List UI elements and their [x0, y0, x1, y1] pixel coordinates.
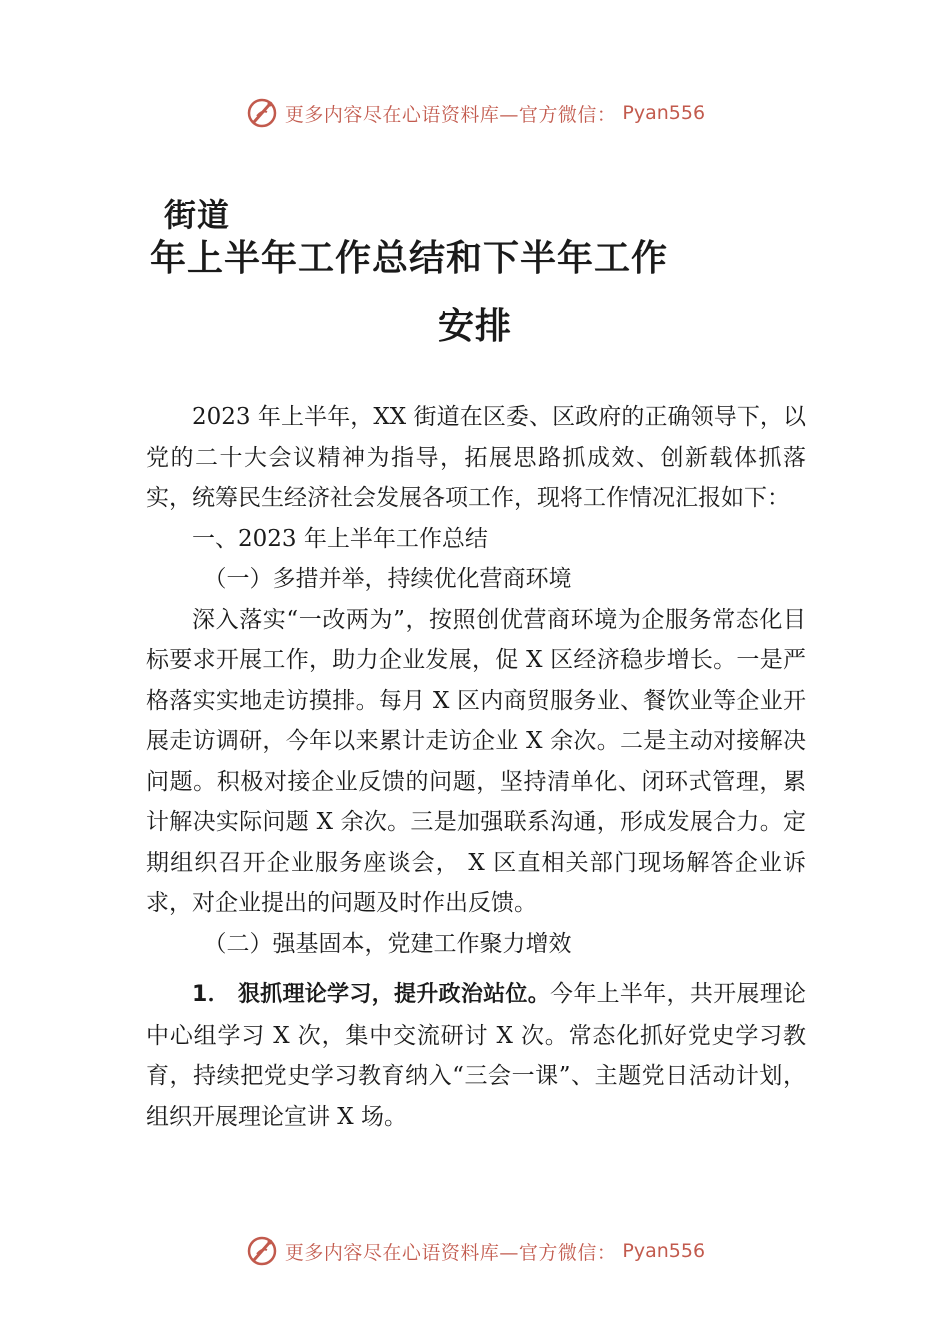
brush-logo-icon	[245, 1234, 279, 1268]
watermark-text: 更多内容尽在心语资料库—官方微信：	[284, 1241, 617, 1264]
subsection-heading-2: （二）强基固本，党建工作聚力增效	[203, 930, 572, 957]
footer-watermark	[0, 1234, 950, 1268]
document-body	[146, 397, 806, 1137]
theory-study-paragraph	[146, 974, 806, 1137]
business-environment-paragraph: 深入落实“一改两为”，按照创优营商环境为企服务常态化目标要求开展工作，助力企业发展，促 X 区经济稳步增长。一是严格落实实地走访摸排。每月 X 区内商贸服务业、餐饮业等企业开展走访调研，今年以来累计走访企业 X 余次。二是主动对接解决问题。积极对接企业反馈的问题，坚持清单化、闭环式管理，累计解决实际问题 X 余次。三是加强联系沟通，形成发展合力。定期组织召开企业服务座谈会， X 区直相关部门现场解答企业诉求，对企业提出的问题及时作出反馈。	[146, 606, 806, 916]
document-title-line3: 安排	[437, 305, 512, 347]
watermark-wechat-id: Pyan556	[622, 102, 706, 124]
intro-paragraph: 2023 年上半年，XX 街道在区委、区政府的正确领导下，以党的二十大会议精神为指导，拓展思路抓成效、创新载体抓落实，统筹民生经济社会发展各项工作，现将工作情况汇报如下：	[146, 404, 806, 511]
document-title-line2: 年上半年工作总结和下半年工作	[150, 237, 669, 279]
brush-logo-icon	[245, 96, 279, 130]
section-heading-1: 一、2023 年上半年工作总结	[192, 525, 488, 552]
theory-study-lead: 1． 狠抓理论学习，提升政治站位。	[192, 982, 551, 1007]
watermark-text: 更多内容尽在心语资料库—官方微信：	[284, 103, 617, 126]
document-title-line1: 街道	[164, 196, 231, 234]
watermark-wechat-id: Pyan556	[622, 1240, 706, 1262]
theory-study-body: 今年上半年，共开展理论中心组学习 X 次，集中交流研讨 X 次。常态化抓好党史学习教育，持续把党史学习教育纳入“三会一课”、主题党日活动计划，组织开展理论宣讲 X 场。	[146, 981, 807, 1130]
subsection-heading-1: （一）多措并举，持续优化营商环境	[203, 566, 572, 592]
header-watermark	[0, 96, 950, 130]
